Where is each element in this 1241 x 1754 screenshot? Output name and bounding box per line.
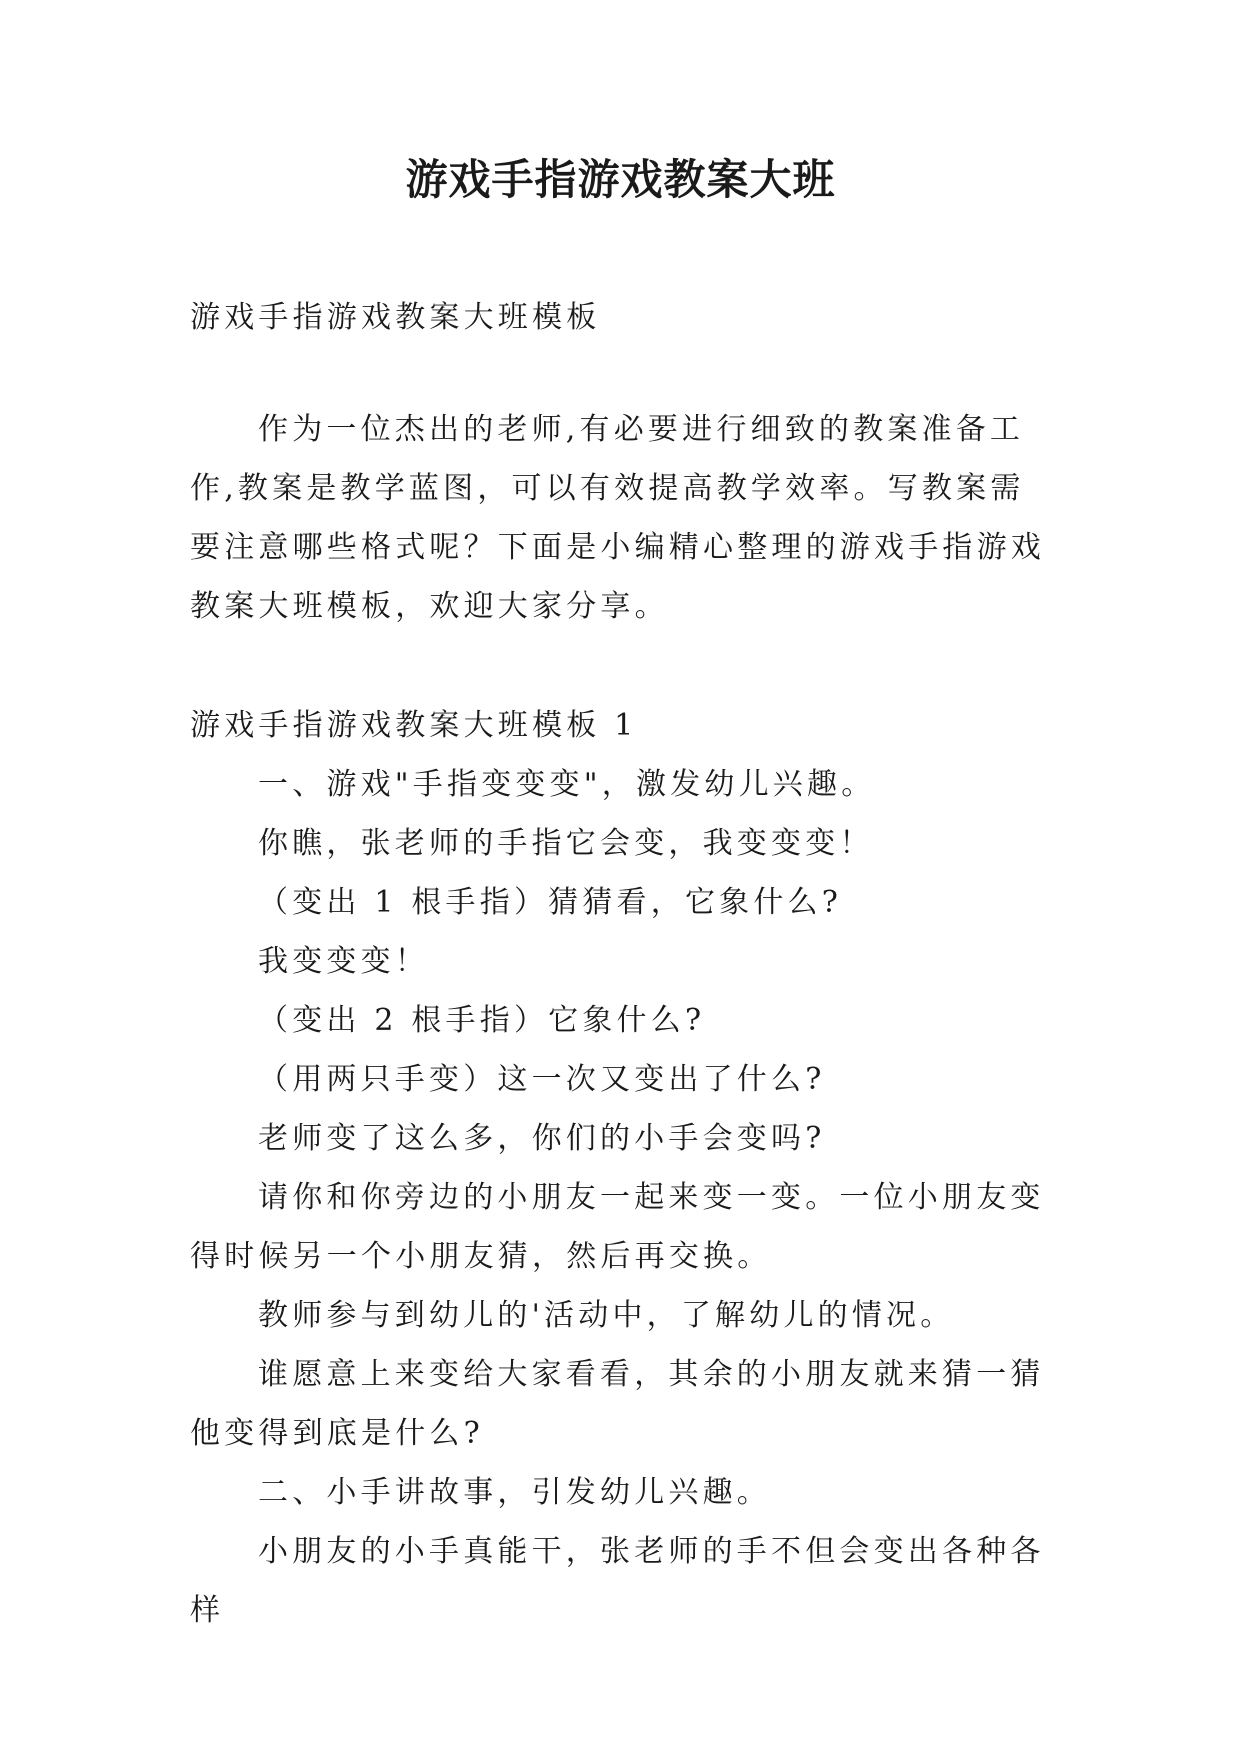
- section-paragraph: 你瞧，张老师的手指它会变，我变变变！: [258, 826, 874, 861]
- intro-paragraph: 作为一位杰出的老师,有必要进行细致的教案准备工作,教案是教学蓝图，可以有效提高教学效率。写教案需要注意哪些格式呢？下面是小编精心整理的游戏手指游戏教案大班模板，欢迎大家分享。: [190, 412, 1045, 624]
- section-paragraph: 小朋友的小手真能干，张老师的手不但会变出各种各样: [190, 1534, 1045, 1628]
- section-paragraph: 老师变了这么多，你们的小手会变吗?: [258, 1121, 826, 1156]
- section-paragraph: 教师参与到幼儿的'活动中，了解幼儿的情况。: [258, 1298, 955, 1333]
- lesson-section: [190, 696, 1050, 1640]
- section-paragraph: （变出 1 根手指）猜猜看，它象什么?: [258, 885, 843, 920]
- section-paragraph: 请你和你旁边的小朋友一起来变一变。一位小朋友变得时候另一个小朋友猜，然后再交换。: [190, 1180, 1045, 1274]
- subtitle-text: 游戏手指游戏教案大班模板: [190, 300, 601, 335]
- section-heading: 游戏手指游戏教案大班模板 1: [190, 708, 638, 743]
- section-paragraph: （变出 2 根手指）它象什么?: [258, 1003, 706, 1038]
- section-paragraph: （用两只手变）这一次又变出了什么?: [258, 1062, 826, 1097]
- document-subtitle: [190, 288, 1050, 347]
- section-paragraph: 我变变变！: [258, 944, 429, 979]
- section-paragraph: 二、小手讲故事，引发幼儿兴趣。: [258, 1475, 771, 1510]
- intro-paragraph-block: [190, 400, 1050, 636]
- section-paragraph: 一、游戏"手指变变变"，激发幼儿兴趣。: [258, 767, 876, 802]
- section-paragraph: 谁愿意上来变给大家看看，其余的小朋友就来猜一猜他变得到底是什么?: [190, 1357, 1045, 1451]
- document-title: 游戏手指游戏教案大班: [405, 155, 836, 204]
